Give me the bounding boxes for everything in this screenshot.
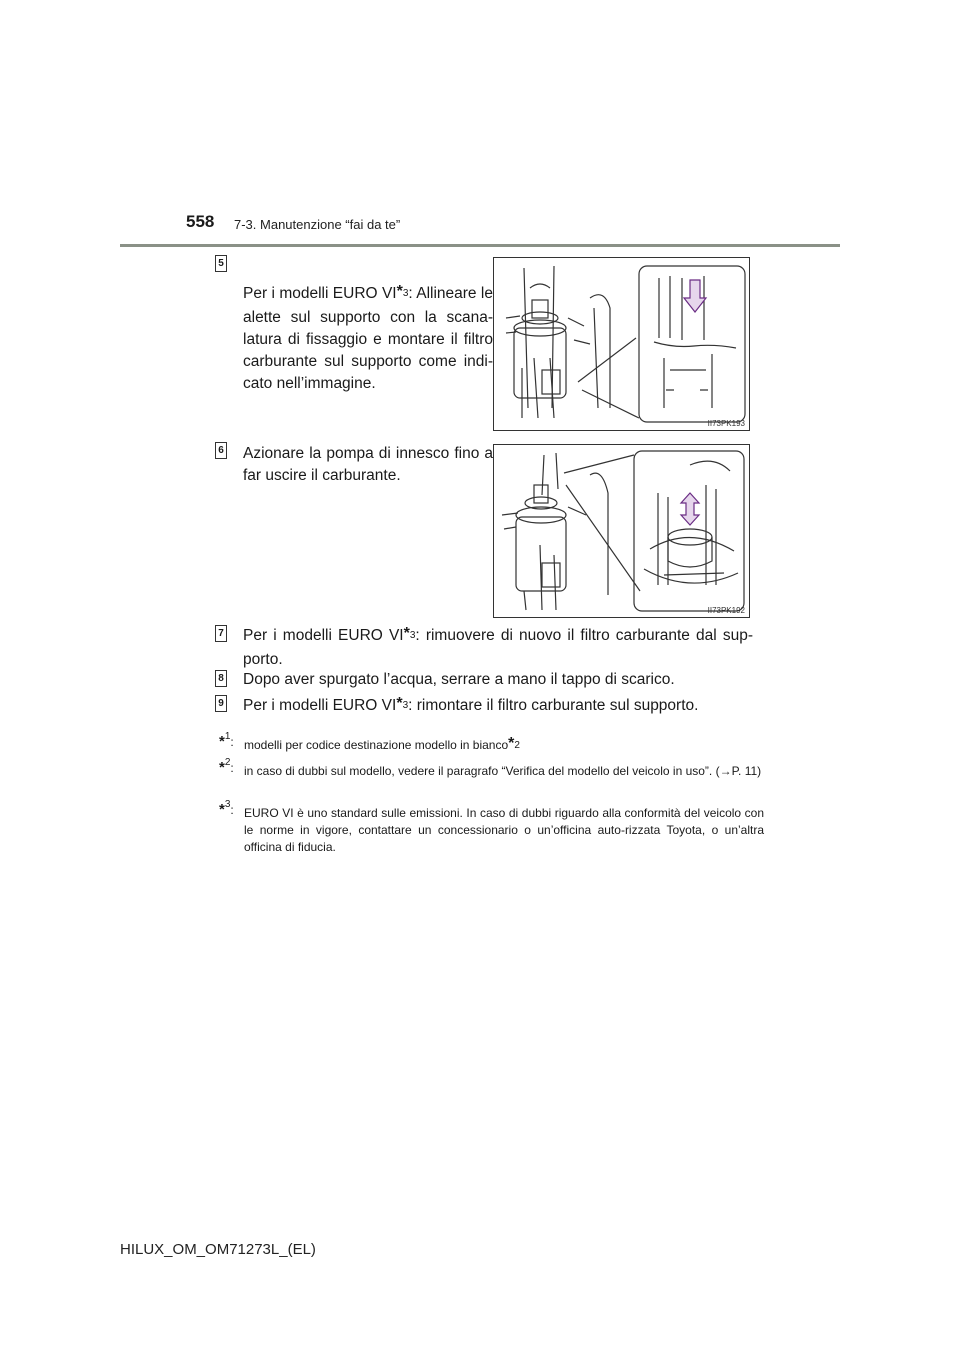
step-number-5: 5 bbox=[215, 255, 227, 272]
page-number: 558 bbox=[186, 212, 215, 231]
step-5-text: Per i modelli EURO VI$^{*3}$: Allineare le alette sul supporto con la scana-latura di fissaggio e montare il filtro carburante sul supporto come indi-cato nell’immagine. bbox=[243, 283, 493, 392]
step-7-text: Per i modelli EURO VI$^{*3}$: rimuovere di nuovo il filtro carburante dal sup-porto. bbox=[243, 625, 753, 668]
section-title: 7-3. Manutenzione “fai da te” bbox=[234, 217, 401, 232]
footnote-1-mark: *$^1$: bbox=[219, 731, 234, 750]
figure-code: II73PK193 bbox=[707, 419, 745, 428]
fuel-filter-alignment-illustration bbox=[494, 258, 749, 430]
step-6-text: Azionare la pompa di innesco fino a far uscire il carburante. bbox=[243, 445, 493, 484]
fuel-filter-figure-1 bbox=[493, 257, 750, 431]
step-number-7: 7 bbox=[215, 625, 227, 642]
step-number-6: 6 bbox=[215, 442, 227, 459]
footnote-2-mark: *$^2$: bbox=[219, 757, 234, 776]
footnote-3-text: EURO VI è uno standard sulle emissioni. In caso di dubbi riguardo alla conformità del veicolo con le norme in vigore, contattare un concessionario o un’officina auto-rizzata Toyota, o un’altra officina di fiducia. bbox=[244, 806, 764, 854]
header-divider bbox=[120, 244, 840, 247]
step-number-9: 9 bbox=[215, 695, 227, 712]
figure-code: II73PK192 bbox=[707, 606, 745, 615]
fuel-filter-figure-2 bbox=[493, 444, 750, 618]
footnote-1-text: modelli per codice destinazione modello in bianco$^{*2}$ bbox=[244, 735, 520, 752]
footnote-2-text: in caso di dubbi sul modello, vedere il paragrafo “Verifica del modello del veicolo in uso”. (→P. 11) bbox=[244, 764, 762, 778]
step-8-text: Dopo aver spurgato l’acqua, serrare a mano il tappo di scarico. bbox=[243, 671, 675, 688]
document-id: HILUX_OM_OM71273L_(EL) bbox=[120, 1241, 316, 1258]
step-9-text: Per i modelli EURO VI$^{*3}$: rimontare il filtro carburante sul supporto. bbox=[243, 695, 699, 714]
step-number-8: 8 bbox=[215, 670, 227, 687]
footnote-3-mark: *$^3$: bbox=[219, 799, 234, 818]
priming-pump-illustration bbox=[494, 445, 749, 617]
